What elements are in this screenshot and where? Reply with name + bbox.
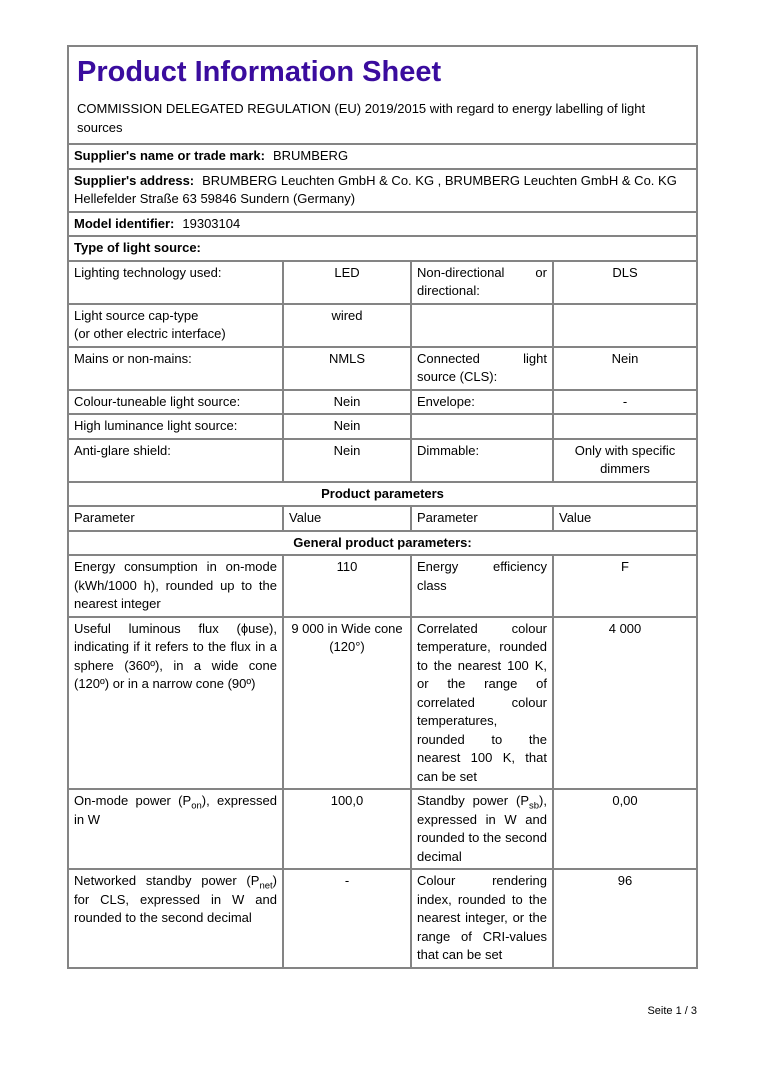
param-cell — [411, 789, 553, 869]
value-cell: 4 000 — [553, 617, 697, 790]
param-text: ), expressed in W — [74, 793, 277, 827]
supplier-address-row — [68, 169, 697, 212]
general-parameters-heading: General product parameters: — [68, 531, 697, 556]
product-parameters-heading-row — [68, 482, 697, 507]
regulation-subtitle: COMMISSION DELEGATED REGULATION (EU) 2019/2015 with regard to energy labelling of light sources — [77, 101, 646, 135]
param-cell: Energy consumption in on-mode (kWh/1000 h), rounded up to the nearest integer — [68, 555, 283, 617]
table-row — [68, 869, 697, 968]
value-cell: Only with specific dimmers — [553, 439, 697, 482]
empty-cell — [553, 414, 697, 439]
supplier-address-value: BRUMBERG Leuchten GmbH & Co. KG , BRUMBERG Leuchten GmbH & Co. KG Hellefelder Straße 63 59846 Sundern (Germany) — [74, 172, 677, 206]
subscript: net — [259, 880, 273, 892]
empty-cell — [411, 304, 553, 347]
value-cell: Nein — [283, 390, 411, 415]
value-cell: - — [553, 390, 697, 415]
param-cell — [68, 789, 283, 869]
param-cell: Anti-glare shield: — [68, 439, 283, 482]
column-header: Value — [283, 506, 411, 531]
model-identifier-label: Model identifier: — [74, 215, 175, 231]
value-cell: Nein — [283, 414, 411, 439]
product-parameters-heading: Product parameters — [68, 482, 697, 507]
page-title: Product Information Sheet — [77, 56, 442, 88]
empty-cell — [411, 414, 553, 439]
general-parameters-heading-row — [68, 531, 697, 556]
param-cell: Energy efficiency class — [411, 555, 553, 617]
param-text: On-mode power (P — [74, 793, 192, 808]
param-cell — [68, 869, 283, 968]
value-cell: 0,00 — [553, 789, 697, 869]
param-cell: Correlated colour temperature, rounded to the nearest 100 K, or the range of correlated colour temperatures, rounded to the nearest 100 K, that can be set — [411, 617, 553, 790]
header-row — [68, 46, 697, 144]
param-cell: Connected light source (CLS): — [411, 347, 553, 390]
column-header: Parameter — [68, 506, 283, 531]
table-row — [68, 347, 697, 390]
param-text: ), expressed in W and rounded to the second decimal — [417, 793, 547, 864]
value-cell: LED — [283, 261, 411, 304]
column-header-row — [68, 506, 697, 531]
supplier-address-label: Supplier's address: — [74, 172, 195, 188]
column-header: Value — [553, 506, 697, 531]
value-cell: wired — [283, 304, 411, 347]
param-cell — [68, 304, 283, 347]
param-text: Standby power (P — [417, 793, 529, 808]
supplier-name-label: Supplier's name or trade mark: — [74, 148, 265, 163]
table-row — [68, 439, 697, 482]
value-cell: Nein — [553, 347, 697, 390]
page-number-footer: Seite 1 / 3 — [647, 1005, 697, 1017]
value-cell: 110 — [283, 555, 411, 617]
subscript: sb — [529, 800, 540, 812]
column-header: Parameter — [411, 506, 553, 531]
param-cell: Colour rendering index, rounded to the nearest integer, or the range of CRI-values that can be set — [411, 869, 553, 968]
value-cell: - — [283, 869, 411, 968]
table-row — [68, 555, 697, 617]
param-cell: Envelope: — [411, 390, 553, 415]
supplier-name-row — [68, 144, 697, 169]
header-cell — [68, 46, 697, 144]
empty-cell — [553, 304, 697, 347]
table-row — [68, 390, 697, 415]
param-cell: Colour-tuneable light source: — [68, 390, 283, 415]
supplier-name-value: BRUMBERG — [272, 148, 349, 163]
value-cell: 96 — [553, 869, 697, 968]
type-of-light-source-label: Type of light source: — [74, 240, 201, 255]
table-row — [68, 414, 697, 439]
table-row — [68, 789, 697, 869]
value-cell: 100,0 — [283, 789, 411, 869]
model-identifier-cell — [68, 212, 697, 237]
product-info-sheet — [67, 45, 697, 969]
table-row — [68, 617, 697, 790]
model-identifier-row — [68, 212, 697, 237]
value-cell: Nein — [283, 439, 411, 482]
param-cell: Lighting technology used: — [68, 261, 283, 304]
type-of-light-source-cell — [68, 236, 697, 261]
param-text: ) for CLS, expressed in W and rounded to the second decimal — [74, 873, 277, 925]
product-info-table — [67, 45, 698, 969]
param-text: Networked standby power (P — [74, 873, 260, 888]
supplier-address-cell — [68, 169, 697, 212]
param-line: Light source cap-type — [74, 307, 199, 323]
value-cell: NMLS — [283, 347, 411, 390]
subscript: on — [191, 800, 202, 812]
param-cell: Mains or non-mains: — [68, 347, 283, 390]
value-cell: DLS — [553, 261, 697, 304]
value-cell: 9 000 in Wide cone (120°) — [283, 617, 411, 790]
param-cell: High luminance light source: — [68, 414, 283, 439]
param-cell: Useful luminous flux (ϕuse), indicating if it refers to the flux in a sphere (360º), in a wide cone (120º) or in a narrow cone (90º) — [68, 617, 283, 790]
table-row — [68, 304, 697, 347]
param-cell: Dimmable: — [411, 439, 553, 482]
param-line: (or other electric interface) — [74, 326, 226, 341]
supplier-name-cell — [68, 144, 697, 169]
param-cell: Non-directional or directional: — [411, 261, 553, 304]
value-cell: F — [553, 555, 697, 617]
table-row — [68, 261, 697, 304]
model-identifier-value: 19303104 — [182, 215, 241, 231]
type-of-light-source-row — [68, 236, 697, 261]
